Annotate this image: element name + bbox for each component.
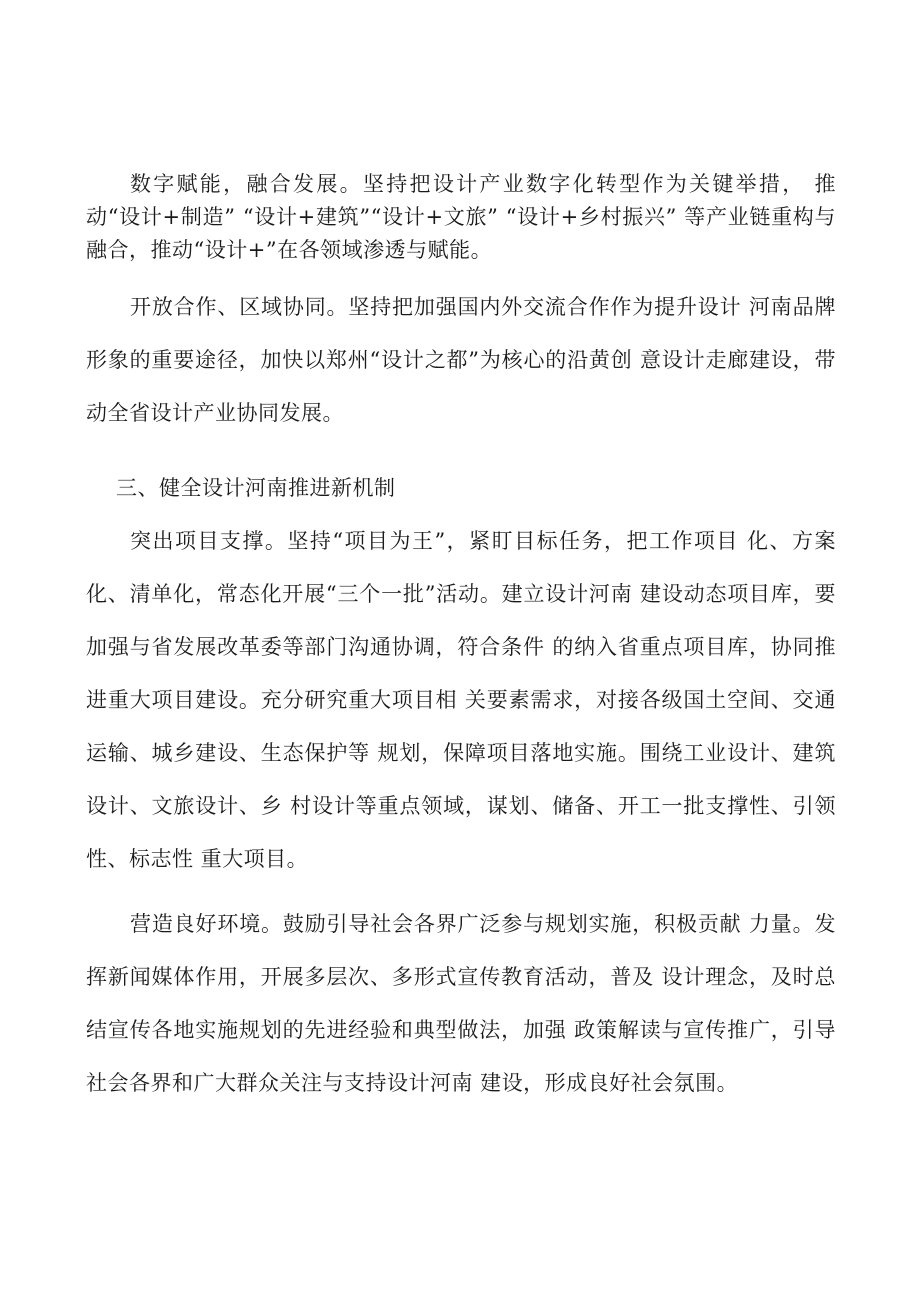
document-body bbox=[86, 168, 836, 1110]
section-heading-3: 三、健全设计河南推进新机制 bbox=[116, 476, 396, 500]
paragraph-spacer bbox=[86, 886, 836, 898]
paragraph-digital-empowerment: 数字赋能，融合发展。坚持把设计产业数字化转型作为关键举措， 推动“设计+制造” “设计+建筑”“设计+文旅” “设计+乡村振兴” 等产业链重构与融合，推动“设计+”在各领域渗透与赋能。 bbox=[86, 172, 836, 262]
paragraph-spacer bbox=[86, 267, 836, 281]
paragraph-project-support: 突出项目支撑。坚持“项目为王”，紧盯目标任务，把工作项目 化、方案化、清单化，常态化开展“三个一批”活动。建立设计河南 建设动态项目库，要加强与省发展改革委等部门沟通协调，符合条件 的纳入省重点项目库，协同推进重大项目建设。充分研究重大项目相 关要素需求，对接各级国土空间、交通运输、城乡建设、生态保护等 规划，保障项目落地实施。围绕工业设计、建筑设计、文旅设计、乡 村设计等重点领域，谋划、储备、开工一批支撑性、引领性、标志性 重大项目。 bbox=[86, 529, 836, 871]
paragraph-open-cooperation: 开放合作、区域协同。坚持把加强国内外交流合作作为提升设计 河南品牌形象的重要途径，加快以郑州“设计之都”为核心的沿黄创 意设计走廊建设，带动全省设计产业协同发展。 bbox=[86, 295, 836, 425]
paragraph-good-environment: 营造良好环境。鼓励引导社会各界广泛参与规划实施，积极贡献 力量。发挥新闻媒体作用，开展多层次、多形式宣传教育活动，普及 设计理念，及时总结宣传各地实施规划的先进经验和典型做法，加强 政策解读与宣传推广，引导社会各界和广大群众关注与支持设计河南 建设，形成良好社会氛围。 bbox=[86, 912, 836, 1095]
paragraph-spacer bbox=[86, 440, 836, 462]
